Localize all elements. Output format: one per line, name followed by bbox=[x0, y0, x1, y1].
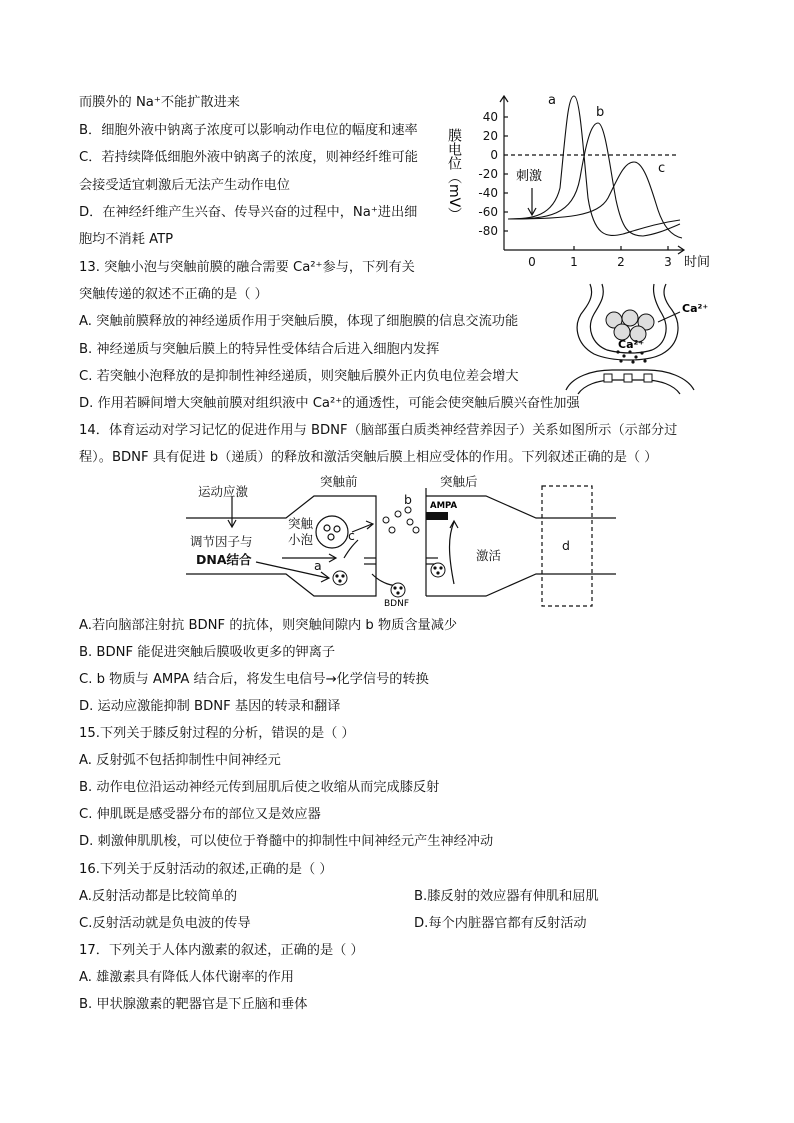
vesicle-label: 突触 bbox=[288, 516, 314, 531]
calcium-label-inside: Ca²⁺ bbox=[618, 338, 645, 351]
question-17-option-b: B. 甲状腺激素的靶器官是下丘脑和垂体 bbox=[79, 997, 308, 1012]
text-line: 会接受适宜刺激后无法产生动作电位 bbox=[79, 178, 290, 193]
curve-label-b: b bbox=[596, 105, 605, 120]
question-14-option-d: D. 运动应激能抑制 BDNF 基因的转录和翻译 bbox=[79, 699, 341, 714]
label-b: b bbox=[404, 492, 412, 507]
question-15-option-b: B. 动作电位沿运动神经元传到屈肌后使之收缩从而完成膝反射 bbox=[79, 780, 440, 795]
question-16-option-d: D.每个内脏器官都有反射活动 bbox=[414, 916, 587, 931]
option-c: C．若持续降低细胞外液中钠离子的浓度，则神经纤维可能 bbox=[79, 150, 418, 165]
question-14-stem: 14．体育运动对学习记忆的促进作用与 BDNF（脑部蛋白质类神经营养因子）关系如图所示（示部分过 bbox=[79, 423, 678, 438]
curve-label-a: a bbox=[548, 93, 556, 108]
question-16-option-a: A.反射活动都是比较简单的 bbox=[79, 889, 238, 904]
question-14-option-b: B. BDNF 能促进突触后膜吸收更多的钾离子 bbox=[79, 645, 336, 660]
text-line: 而膜外的 Na⁺不能扩散进来 bbox=[79, 95, 240, 110]
question-17-stem: 17．下列关于人体内激素的叙述，正确的是（ ） bbox=[79, 943, 364, 958]
bdnf-mechanism-diagram bbox=[186, 474, 616, 612]
curve-label-c: c bbox=[658, 161, 666, 176]
regulator-label: 调节因子与 bbox=[190, 534, 253, 549]
exercise-stress-label: 运动应激 bbox=[198, 484, 249, 499]
x-tick-label: 0 bbox=[528, 255, 536, 269]
stimulus-label: 刺激 bbox=[516, 169, 543, 184]
label-a: a bbox=[314, 558, 322, 573]
text-line: 胞均不消耗 ATP bbox=[79, 232, 174, 247]
question-17-option-a: A. 雄激素具有降低人体代谢率的作用 bbox=[79, 970, 294, 985]
x-tick-label: 1 bbox=[570, 255, 578, 269]
activate-label: 激活 bbox=[476, 548, 502, 563]
x-axis-label: 时间 bbox=[684, 255, 711, 270]
question-14-stem: 程）。BDNF 具有促进 b（递质）的释放和激活突触后膜上相应受体的作用。下列叙述正确的是（ ） bbox=[79, 450, 658, 465]
calcium-label-outside: Ca²⁺ bbox=[682, 302, 709, 315]
question-13-option-d: D. 作用若瞬间增大突触前膜对组织液中 Ca²⁺的通透性，可能会使突触后膜兴奋性加强 bbox=[79, 396, 580, 411]
question-14-option-a: A.若向脑部注射抗 BDNF 的抗体，则突触间隙内 b 物质含量减少 bbox=[79, 618, 458, 633]
y-tick-label: -40 bbox=[478, 186, 498, 200]
y-tick-label: 0 bbox=[490, 148, 498, 162]
question-15-option-d: D. 刺激伸肌肌梭，可以使位于脊髓中的抑制性中间神经元产生神经冲动 bbox=[79, 834, 494, 849]
question-14-option-c: C. b 物质与 AMPA 结合后，将发生电信号→化学信号的转换 bbox=[79, 672, 429, 687]
question-15-option-c: C. 伸肌既是感受器分布的部位又是效应器 bbox=[79, 807, 321, 822]
question-13-option-c: C. 若突触小泡释放的是抑制性神经递质，则突触后膜外正内负电位差会增大 bbox=[79, 369, 519, 384]
x-tick-label: 2 bbox=[617, 255, 625, 269]
question-13-stem: 突触传递的叙述不正确的是（ ） bbox=[79, 287, 268, 302]
membrane-potential-graph bbox=[448, 88, 728, 272]
curve-a bbox=[508, 96, 680, 235]
y-tick-label: 20 bbox=[482, 129, 498, 143]
y-tick-label: 40 bbox=[482, 110, 498, 124]
question-16-stem: 16.下列关于反射活动的叙述,正确的是（ ） bbox=[79, 862, 333, 877]
y-tick-label: -20 bbox=[478, 167, 498, 181]
vesicle-label: 小泡 bbox=[288, 532, 314, 547]
synapse-diagram bbox=[562, 282, 732, 397]
y-tick-label: -80 bbox=[478, 224, 498, 238]
question-15-option-a: A. 反射弧不包括抑制性中间神经元 bbox=[79, 753, 281, 768]
question-13-option-a: A. 突触前膜释放的神经递质作用于突触后膜，体现了细胞膜的信息交流功能 bbox=[79, 314, 519, 329]
postsynaptic-label: 突触后 bbox=[440, 474, 478, 489]
y-axis-label: 膜电位（mV） bbox=[446, 128, 462, 222]
label-d: d bbox=[562, 538, 570, 553]
y-tick-label: -60 bbox=[478, 205, 498, 219]
question-15-stem: 15.下列关于膝反射过程的分析，错误的是（ ） bbox=[79, 726, 355, 741]
ampa-label: AMPA bbox=[430, 501, 458, 511]
question-13-option-b: B. 神经递质与突触后膜上的特异性受体结合后进入细胞内发挥 bbox=[79, 342, 440, 357]
regulator-label: DNA结合 bbox=[196, 552, 252, 567]
x-tick-label: 3 bbox=[664, 255, 672, 269]
question-16-option-c: C.反射活动就是负电波的传导 bbox=[79, 916, 251, 931]
option-d: D．在神经纤维产生兴奋、传导兴奋的过程中，Na⁺进出细 bbox=[79, 205, 418, 220]
presynaptic-label: 突触前 bbox=[320, 474, 358, 489]
label-c: c bbox=[348, 528, 355, 543]
bdnf-label: BDNF bbox=[384, 599, 410, 609]
question-13-stem: 13. 突触小泡与突触前膜的融合需要 Ca²⁺参与，下列有关 bbox=[79, 260, 415, 275]
option-b: B．细胞外液中钠离子浓度可以影响动作电位的幅度和速率 bbox=[79, 123, 418, 138]
question-16-option-b: B.膝反射的效应器有伸肌和屈肌 bbox=[414, 889, 599, 904]
